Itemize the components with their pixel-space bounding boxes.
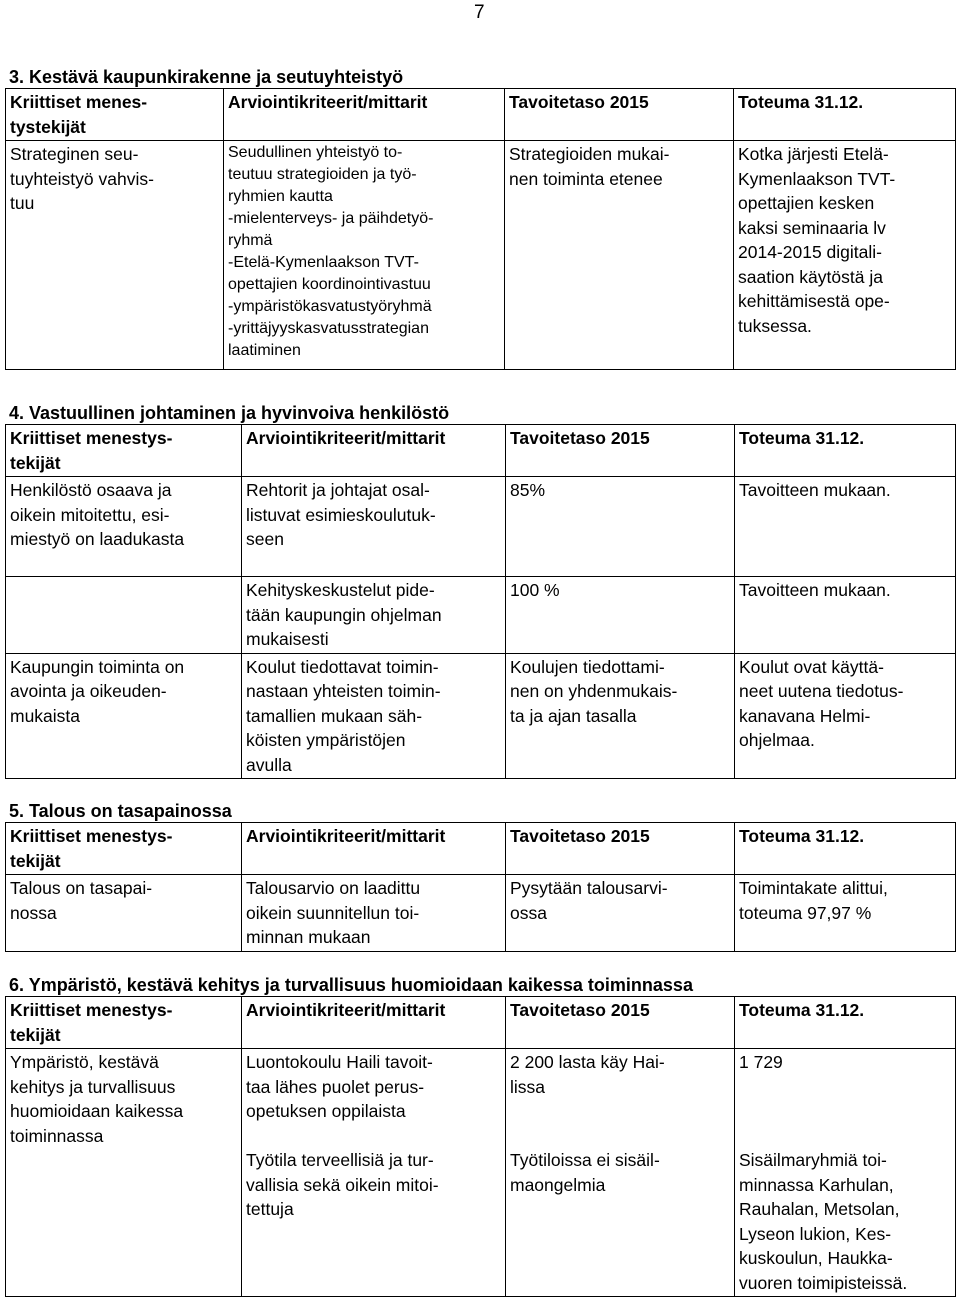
table-header-row [6, 823, 956, 875]
cell-criteria: Rehtorit ja johtajat osal- listuvat esimieskoulutuk- seen [242, 477, 506, 577]
page-number: 7 [474, 2, 485, 23]
section-4 [5, 402, 955, 779]
cell-target: Strategioiden mukai- nen toiminta etenee [505, 141, 734, 370]
cell-criteria: Luontokoulu Haili tavoit- taa lähes puolet perus- opetuksen oppilaista Työtila terveellisiä ja tur- vallisia sekä oikein mitoi- tettuja [242, 1049, 506, 1297]
section-6 [5, 974, 955, 1297]
cell-criteria: Talousarvio on laadittu oikein suunnitellun toi- minnan mukaan [242, 875, 506, 952]
cell-factor-empty [6, 577, 242, 654]
section-5-table [5, 822, 956, 952]
header-criteria: Arviointikriteerit/mittarit [224, 89, 505, 141]
header-target: Tavoitetaso 2015 [506, 823, 735, 875]
header-outcome: Toteuma 31.12. [735, 823, 956, 875]
header-criteria: Arviointikriteerit/mittarit [242, 425, 506, 477]
header-critical-factors: Kriittiset menestys- tekijät [6, 997, 242, 1049]
cell-target: 85% [506, 477, 735, 577]
table-header-row [6, 89, 956, 141]
table-row [6, 577, 956, 654]
section-4-table [5, 424, 956, 779]
header-criteria: Arviointikriteerit/mittarit [242, 823, 506, 875]
header-outcome: Toteuma 31.12. [735, 425, 956, 477]
header-critical-factors: Kriittiset menes- tystekijät [6, 89, 224, 141]
cell-outcome: Tavoitteen mukaan. [735, 577, 956, 654]
section-5 [5, 800, 955, 952]
section-5-title: 5. Talous on tasapainossa [9, 801, 232, 821]
header-target: Tavoitetaso 2015 [506, 997, 735, 1049]
cell-target: 2 200 lasta käy Hai- lissa Työtiloissa ei sisäil- maongelmia [506, 1049, 735, 1297]
header-target: Tavoitetaso 2015 [505, 89, 734, 141]
table-row [6, 875, 956, 952]
cell-criteria: Kehityskeskustelut pide- tään kaupungin ohjelman mukaisesti [242, 577, 506, 654]
cell-outcome: Koulut ovat käyttä- neet uutena tiedotus- kanavana Helmi- ohjelmaa. [735, 653, 956, 779]
section-3-title: 3. Kestävä kaupunkirakenne ja seutuyhteistyö [9, 67, 404, 87]
cell-factor: Henkilöstö osaava ja oikein mitoitettu, esi- miestyö on laadukasta [6, 477, 242, 577]
header-target: Tavoitetaso 2015 [506, 425, 735, 477]
cell-outcome: Kotka järjesti Etelä- Kymenlaakson TVT- opettajien kesken kaksi seminaaria lv 2014-2015 digitali- saation käytöstä ja kehittämisestä ope- tuksessa. [734, 141, 956, 370]
header-critical-factors: Kriittiset menestys- tekijät [6, 425, 242, 477]
cell-outcome: Toimintakate alittui, toteuma 97,97 % [735, 875, 956, 952]
table-row [6, 477, 956, 577]
header-outcome: Toteuma 31.12. [735, 997, 956, 1049]
table-row [6, 653, 956, 779]
section-6-title: 6. Ympäristö, kestävä kehitys ja turvallisuus huomioidaan kaikessa toiminnassa [9, 975, 693, 995]
section-4-title: 4. Vastuullinen johtaminen ja hyvinvoiva henkilöstö [9, 403, 450, 423]
header-outcome: Toteuma 31.12. [734, 89, 956, 141]
table-header-row [6, 997, 956, 1049]
table-row [6, 1049, 956, 1297]
cell-outcome: 1 729 Sisäilmaryhmiä toi- minnassa Karhulan, Rauhalan, Metsolan, Lyseon lukion, Kes- kuskoulun, Haukka- vuoren toimipisteissä. [735, 1049, 956, 1297]
cell-target: Koulujen tiedottami- nen on yhdenmukais- ta ja ajan tasalla [506, 653, 735, 779]
cell-factor: Strateginen seu- tuyhteistyö vahvis- tuu [6, 141, 224, 370]
table-header-row [6, 425, 956, 477]
cell-outcome: Tavoitteen mukaan. [735, 477, 956, 577]
cell-criteria: Seudullinen yhteistyö to- teutuu strategioiden ja työ- ryhmien kautta -mielenterveys- ja päihdetyö- ryhmä -Etelä-Kymenlaakson TVT- opettajien koordinointivastuu -ympäristökasvatustyöryhmä -yrittäjyyskasvatusstrategian laatiminen [224, 141, 505, 370]
table-row [6, 141, 956, 370]
cell-factor: Kaupungin toiminta on avointa ja oikeuden- mukaista [6, 653, 242, 779]
header-critical-factors: Kriittiset menestys- tekijät [6, 823, 242, 875]
section-6-table [5, 996, 956, 1297]
cell-target: 100 % [506, 577, 735, 654]
cell-target: Pysytään talousarvi- ossa [506, 875, 735, 952]
section-3-table [5, 88, 956, 370]
header-criteria: Arviointikriteerit/mittarit [242, 997, 506, 1049]
cell-factor: Ympäristö, kestävä kehitys ja turvallisuus huomioidaan kaikessa toiminnassa [6, 1049, 242, 1297]
cell-factor: Talous on tasapai- nossa [6, 875, 242, 952]
section-3 [5, 66, 955, 370]
cell-criteria: Koulut tiedottavat toimin- nastaan yhteisten toimin- tamallien mukaan säh- köisten ympäristöjen avulla [242, 653, 506, 779]
